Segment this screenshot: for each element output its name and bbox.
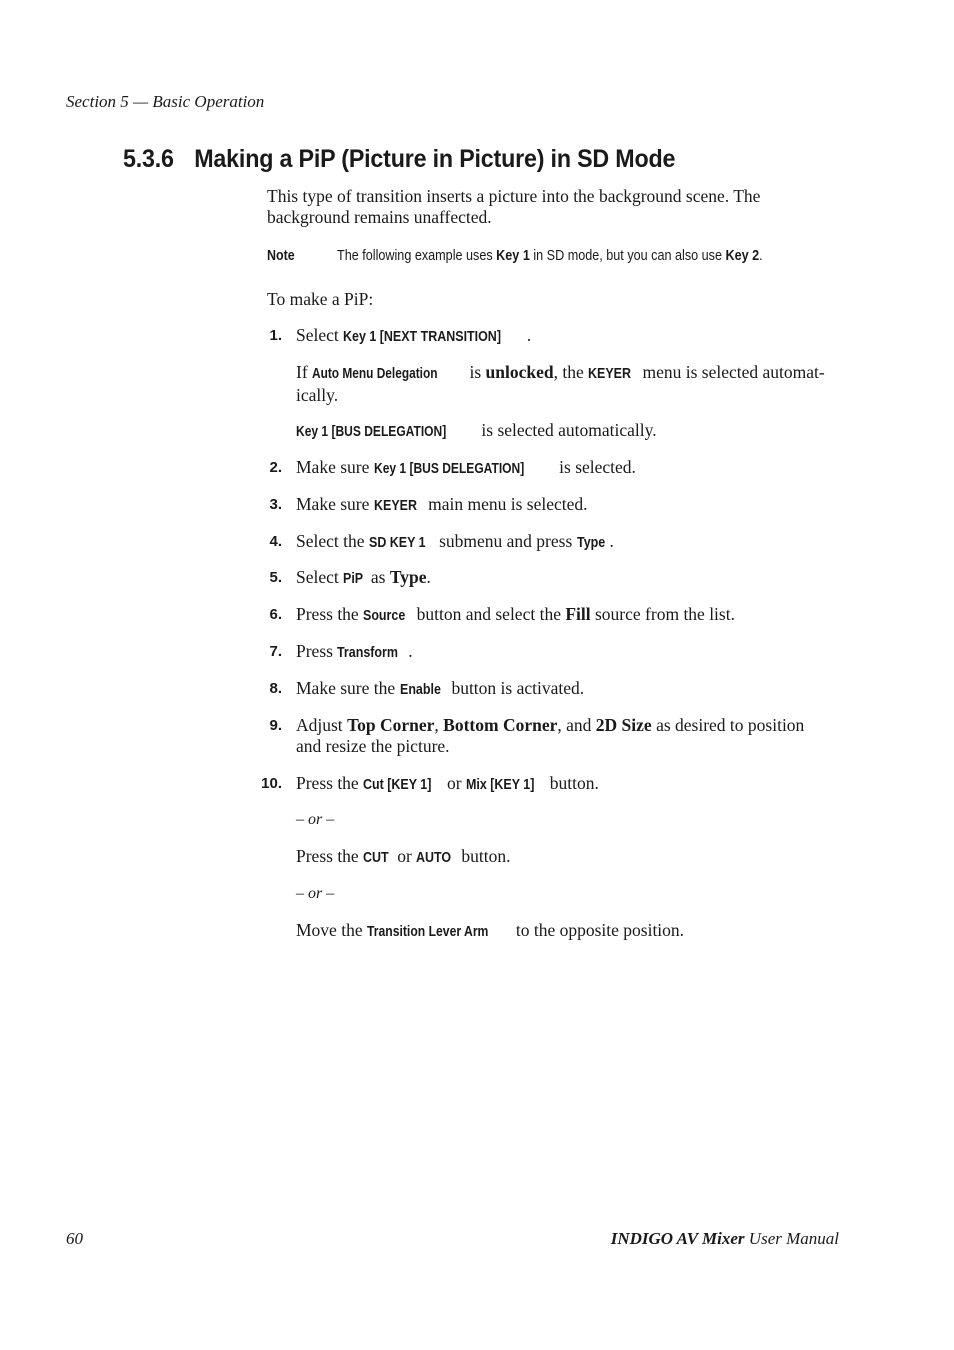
step-number: 5. xyxy=(269,569,282,586)
step-number: 8. xyxy=(269,680,282,697)
step-text: main menu is selected. xyxy=(423,494,588,514)
step-text: ically. xyxy=(296,385,339,405)
section-number: 5.3.6 xyxy=(123,145,174,173)
running-footer xyxy=(611,1229,839,1249)
ui-control-label: KEYER xyxy=(588,366,632,382)
step-text: to the opposite position. xyxy=(511,920,685,940)
step-text: button. xyxy=(545,773,599,793)
step-text: Make sure xyxy=(296,494,374,514)
step-text: Select xyxy=(296,325,344,345)
section-title xyxy=(123,145,675,174)
emphasis: Fill xyxy=(565,604,591,624)
ui-control-label: AUTO xyxy=(416,850,452,866)
step-text: Select xyxy=(296,567,344,587)
step-text: button. xyxy=(457,846,511,866)
step-number: 3. xyxy=(269,496,282,513)
step-text: . xyxy=(426,567,431,587)
step-number: 7. xyxy=(269,643,282,660)
emphasis: Type xyxy=(389,567,427,587)
step-text: Press the xyxy=(296,846,364,866)
step-text: . xyxy=(408,641,413,661)
step-text: If xyxy=(296,362,313,382)
step-text: and resize the picture. xyxy=(296,736,450,756)
step-9-text xyxy=(296,715,841,757)
note-text xyxy=(337,248,763,264)
step-text: Move the xyxy=(296,920,367,940)
ui-control-label: Type xyxy=(576,535,605,551)
product-name: INDIGO AV Mixer xyxy=(610,1229,745,1248)
step-1-result xyxy=(296,420,841,443)
or-separator: – or – xyxy=(296,811,335,828)
step-text: Press the xyxy=(296,773,364,793)
ui-control-label: Enable xyxy=(399,682,441,698)
step-text: , the xyxy=(553,362,589,382)
ui-control-label: SD KEY 1 xyxy=(368,535,426,551)
manual-label: User Manual xyxy=(744,1229,839,1248)
step-text: , and xyxy=(557,715,596,735)
ui-control-label: Transition Lever Arm xyxy=(366,924,489,940)
page-number: 60 xyxy=(66,1229,83,1248)
ui-control-label: Source xyxy=(363,608,406,624)
ui-control-label: CUT xyxy=(363,850,389,866)
step-text: submenu and press xyxy=(434,531,577,551)
step-number: 1. xyxy=(269,327,282,344)
step-10-alt-2 xyxy=(296,920,841,943)
step-text: Press xyxy=(296,641,338,661)
step-text: source from the list. xyxy=(590,604,735,624)
step-7-text xyxy=(296,641,841,664)
step-text: is selected automatically. xyxy=(477,420,657,440)
ui-control-label: Cut [KEY 1] xyxy=(363,777,432,793)
ui-control-label: PiP xyxy=(343,571,364,587)
step-text: button and select the xyxy=(412,604,566,624)
emphasis: unlocked xyxy=(485,362,554,382)
ui-control-label: Key 1 [BUS DELEGATION] xyxy=(373,461,525,477)
note-key-1: Key 1 xyxy=(496,248,530,264)
step-text: as xyxy=(366,567,390,587)
step-text: Adjust xyxy=(296,715,348,735)
step-text: . xyxy=(609,531,614,551)
emphasis: 2D Size xyxy=(595,715,652,735)
step-text: or xyxy=(392,846,417,866)
step-number: 10. xyxy=(261,775,282,792)
step-10-text xyxy=(296,773,841,796)
step-10-alt-1 xyxy=(296,846,841,869)
ui-control-label: Mix [KEY 1] xyxy=(465,777,535,793)
step-3-text xyxy=(296,494,841,517)
step-text: Make sure xyxy=(296,457,374,477)
note xyxy=(267,247,847,265)
step-text: , xyxy=(434,715,444,735)
ui-control-label: Key 1 [BUS DELEGATION] xyxy=(296,424,447,440)
step-text: is selected. xyxy=(554,457,636,477)
step-number: 9. xyxy=(269,717,282,734)
running-header: Section 5 — Basic Operation xyxy=(66,92,265,111)
step-text: as desired to position xyxy=(651,715,805,735)
step-5-text xyxy=(296,567,841,590)
step-number: 6. xyxy=(269,606,282,623)
note-text-1: The following example uses xyxy=(337,248,497,264)
emphasis: Top Corner xyxy=(347,715,435,735)
step-6-text xyxy=(296,604,841,627)
step-text: menu is selected automat- xyxy=(638,362,825,382)
step-number: 2. xyxy=(269,459,282,476)
step-text: . xyxy=(526,325,532,345)
ui-control-label: KEYER xyxy=(373,498,417,514)
step-1-text xyxy=(296,325,841,348)
step-number: 4. xyxy=(269,533,282,550)
ui-control-label: Auto Menu Delegation xyxy=(312,366,438,382)
step-4-text xyxy=(296,531,841,554)
section-title-text: Making a PiP (Picture in Picture) in SD Mode xyxy=(194,145,676,173)
note-text-2: in SD mode, but you can also use xyxy=(529,248,726,264)
step-8-text xyxy=(296,678,841,701)
ui-control-label: Transform xyxy=(337,645,399,661)
or-separator: – or – xyxy=(296,885,335,902)
note-label: Note xyxy=(267,248,295,264)
step-text: Make sure the xyxy=(296,678,400,698)
step-text: Press the xyxy=(296,604,364,624)
emphasis: Bottom Corner xyxy=(443,715,558,735)
step-text: is xyxy=(465,362,486,382)
step-text: or xyxy=(442,773,466,793)
lead-text: To make a PiP: xyxy=(267,289,374,309)
ui-control-label: Key 1 [NEXT TRANSITION] xyxy=(343,329,502,345)
step-1-detail xyxy=(296,362,841,406)
step-text: button is activated. xyxy=(447,678,585,698)
step-2-text xyxy=(296,457,841,480)
step-text: Select the xyxy=(296,531,369,551)
note-key-2: Key 2 xyxy=(725,248,760,264)
intro-paragraph: This type of transition inserts a picture into the background scene. The background remains unaffected. xyxy=(267,186,761,227)
note-text-3: . xyxy=(759,248,763,264)
